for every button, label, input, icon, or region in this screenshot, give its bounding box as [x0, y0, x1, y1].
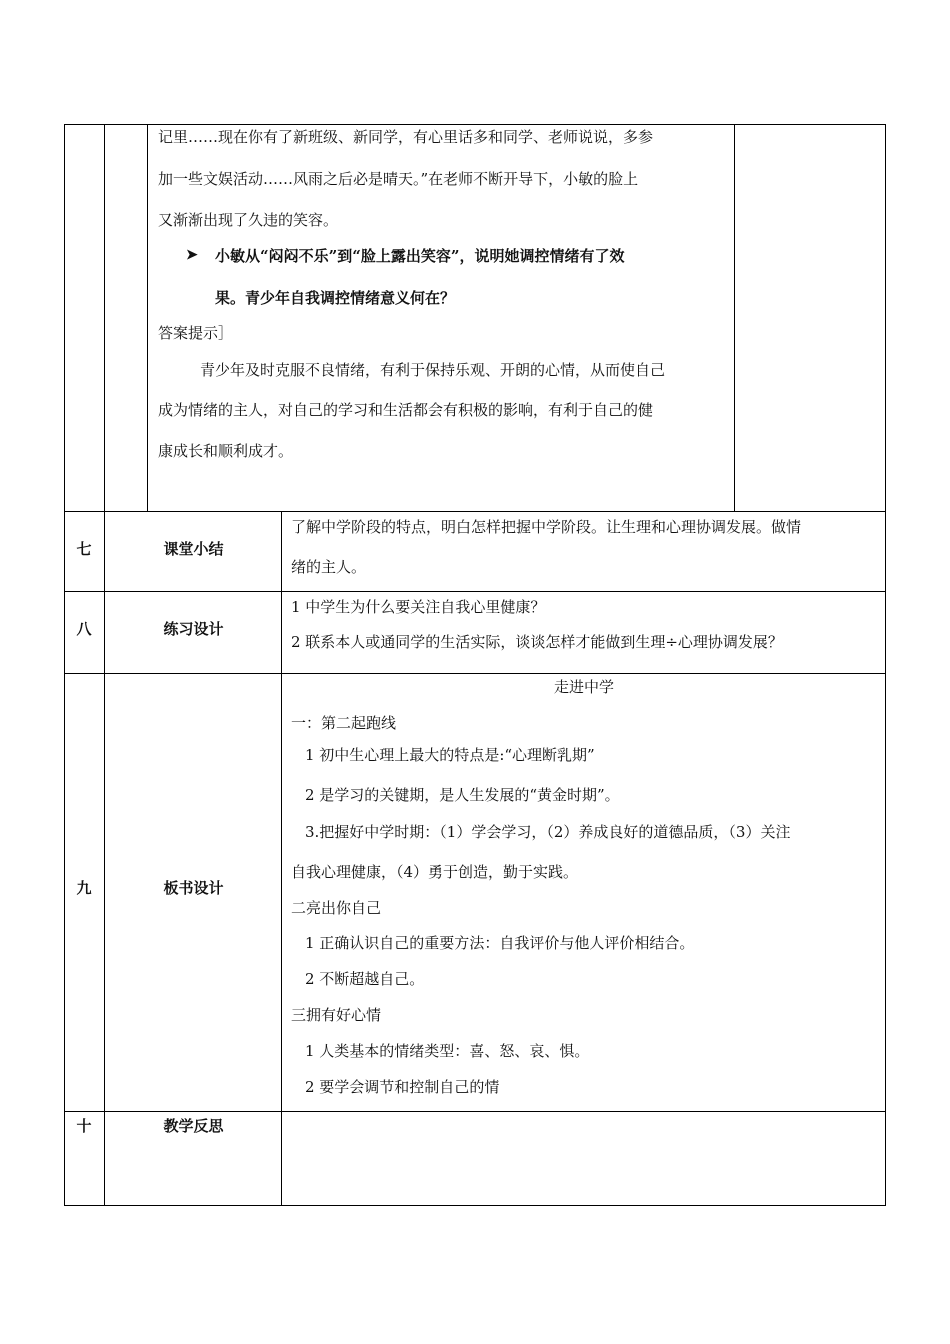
row-divider [64, 591, 886, 592]
paragraph-line: 加一些文娱活动……风雨之后必是晴天。”在老师不断开导下，小敏的脸上 [158, 170, 639, 188]
answer-line: 成为情绪的主人，对自己的学习和生活都会有积极的影响，有利于自己的健 [158, 401, 654, 419]
column-divider [281, 511, 282, 1206]
row-number: 七 [76, 540, 92, 558]
exercise-line: 1 中学生为什么要关注自我心里健康？ [291, 598, 546, 616]
board-line: 3.把握好中学时期：（1）学会学习，（2）养成良好的道德品质，（3）关注 [305, 823, 791, 841]
row-label: 课堂小结 [163, 540, 224, 558]
answer-line: 康成长和顺利成才。 [158, 442, 294, 460]
table-border-bottom [64, 1205, 886, 1206]
board-line: 2 不断超越自己。 [305, 970, 425, 988]
table-border-left [64, 124, 65, 1206]
board-line: 一：第二起跑线 [291, 714, 397, 732]
paragraph-line: 记里……现在你有了新班级、新同学，有心里话多和同学、老师说说，多参 [158, 128, 654, 146]
arrow-bullet-icon: ➤ [186, 247, 198, 263]
question-line: 果。青少年自我调控情绪意义何在？ [215, 289, 456, 307]
row-divider [64, 673, 886, 674]
row-label: 练习设计 [163, 620, 224, 638]
row-divider [64, 511, 886, 512]
table-border-top [64, 124, 886, 125]
board-line: 2 要学会调节和控制自己的情 [305, 1078, 500, 1096]
board-line: 1 正确认识自己的重要方法：自我评价与他人评价相结合。 [305, 934, 695, 952]
exercise-line: 2 联系本人或通同学的生活实际，谈谈怎样才能做到生理÷心理协调发展？ [291, 633, 783, 651]
answer-label: 答案提示］ [158, 324, 234, 342]
question-line: 小敏从“闷闷不乐”到“脸上露出笑容”，说明她调控情绪有了效 [215, 247, 625, 265]
summary-line: 绪的主人。 [291, 558, 367, 576]
row-label: 教学反思 [163, 1117, 224, 1135]
row-number: 十 [76, 1117, 92, 1135]
row-label: 板书设计 [163, 879, 224, 897]
board-line: 1 人类基本的情绪类型：喜、怒、哀、惧。 [305, 1042, 590, 1060]
row-number: 九 [76, 879, 92, 897]
table-border-right [885, 124, 886, 1206]
row-divider [64, 1111, 886, 1112]
board-line: 1 初中生心理上最大的特点是:“心理断乳期” [305, 746, 595, 764]
column-divider [147, 124, 148, 511]
summary-line: 了解中学阶段的特点，明白怎样把握中学阶段。让生理和心理协调发展。做情 [291, 518, 802, 536]
row-number: 八 [76, 620, 92, 638]
column-divider [104, 124, 105, 1206]
board-line: 自我心理健康，（4）勇于创造，勤于实践。 [291, 863, 579, 881]
board-line: 三拥有好心情 [291, 1006, 382, 1024]
board-line: 二亮出你自己 [291, 899, 382, 917]
answer-line: 青少年及时克服不良情绪，有利于保持乐观、开朗的心情，从而使自己 [200, 361, 666, 379]
paragraph-line: 又渐渐出现了久违的笑容。 [158, 211, 339, 229]
board-line: 2 是学习的关键期，是人生发展的“黄金时期”。 [305, 786, 620, 804]
board-title: 走进中学 [553, 678, 614, 696]
column-divider [734, 124, 735, 511]
